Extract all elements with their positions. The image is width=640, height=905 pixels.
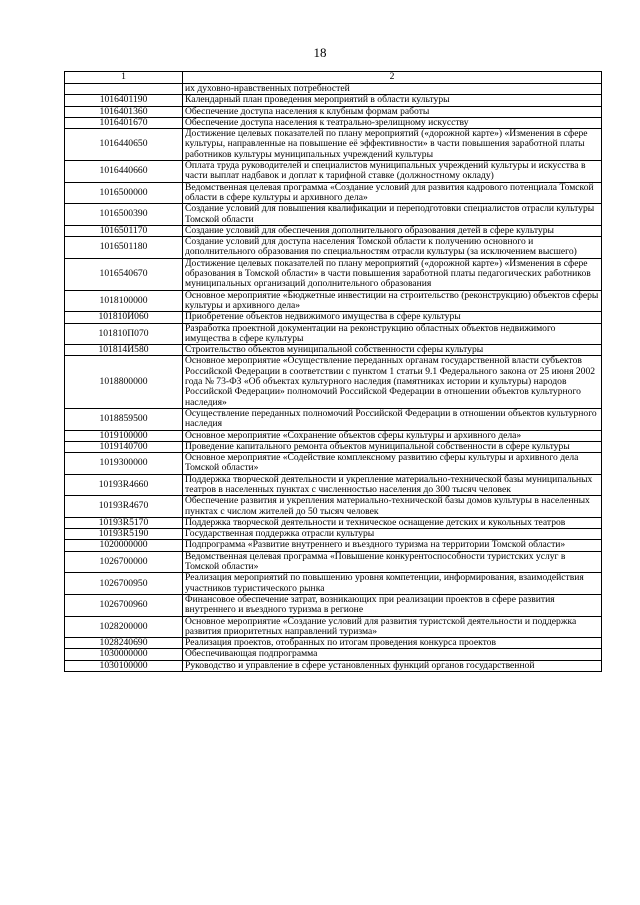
item-name-cell: Обеспечение развития и укрепления материально-технической базы домов культуры в населенных пунктах с числом жителей до 50 тысяч человек [183,496,602,518]
table-row [65,84,602,95]
budget-code-cell: 1026700950 [65,573,183,595]
item-name-cell: Достижение целевых показателей по плану мероприятий («дорожной карте») «Изменения в сфере культуры, направленные на повышение её эффективности» в части повышения заработной платы работников культуры муниципальных учреждений культуры [183,129,602,161]
table-row [65,474,602,496]
table-row [65,573,602,595]
item-name-cell: Осуществление переданных полномочий Российской Федерации в отношении объектов культурного наследия [183,408,602,430]
budget-code-cell [65,84,183,95]
budget-code-cell: 1016401670 [65,117,183,128]
column-header-name: 2 [183,72,602,84]
table-row [65,649,602,660]
item-name-cell: Создание условий для обеспечения дополнительного образования детей в сфере культуры [183,225,602,236]
table-row [65,106,602,117]
budget-code-cell: 1019140700 [65,441,183,452]
item-name-cell: Календарный план проведения мероприятий в области культуры [183,95,602,106]
table-row [65,161,602,183]
table-row [65,430,602,441]
item-name-cell: Строительство объектов муниципальной собственности сферы культуры [183,345,602,356]
table-row [65,117,602,128]
budget-code-cell: 1018859500 [65,408,183,430]
table-row [65,551,602,573]
table-row [65,660,602,671]
budget-code-cell: 1016501170 [65,225,183,236]
table-row [65,95,602,106]
budget-code-cell: 10193R4670 [65,496,183,518]
budget-code-cell: 1026700000 [65,551,183,573]
table-row [65,182,602,204]
table-row [65,441,602,452]
budget-code-cell: 1016501180 [65,237,183,259]
item-name-cell: Основное мероприятие «Осуществление переданных органам государственной власти субъектов Российской Федерации в соответствии с пунктом 1 статьи 9.1 Федерального закона от 25 июня 2002 года № 73-ФЗ «Об объектах культурного наследия (памятниках истории и культуры) народов Российской Федерации» полномочий Российской Федерации в отношении объектов культурного наследия» [183,356,602,408]
item-name-cell: их духовно-нравственных потребностей [183,84,602,95]
budget-code-cell: 1018100000 [65,290,183,312]
table-row [65,237,602,259]
table-row [65,225,602,236]
item-name-cell: Финансовое обеспечение затрат, возникающих при реализации проектов в сфере развития внутреннего и въездного туризма в регионе [183,594,602,616]
table-row [65,408,602,430]
budget-code-cell: 1016440650 [65,129,183,161]
item-name-cell: Государственная поддержка отрасли культуры [183,529,602,540]
item-name-cell: Основное мероприятие «Бюджетные инвестиции на строительство (реконструкцию) объектов сферы культуры и архивного дела» [183,290,602,312]
item-name-cell: Ведомственная целевая программа «Создание условий для развития кадрового потенциала Томской области в сфере культуры и архивного дела» [183,182,602,204]
budget-code-cell: 1016540670 [65,258,183,290]
table-row [65,290,602,312]
item-name-cell: Оплата труда руководителей и специалистов муниципальных учреждений культуры и искусства в части выплат надбавок и доплат к тарифной ставке (должностному окладу) [183,161,602,183]
budget-code-cell: 1026700960 [65,594,183,616]
budget-code-cell: 1018800000 [65,356,183,408]
item-name-cell: Ведомственная целевая программа «Повышение конкурентоспособности туристских услуг в Томской области» [183,551,602,573]
table-row [65,345,602,356]
budget-code-cell: 1028200000 [65,616,183,638]
table-body [65,84,602,672]
table-row [65,204,602,226]
table-row [65,356,602,408]
budget-code-cell: 101814И580 [65,345,183,356]
table-row [65,453,602,475]
table-row [65,540,602,551]
header-row [65,72,602,84]
item-name-cell: Основное мероприятие «Содействие комплексному развитию сферы культуры и архивного дела Томской области» [183,453,602,475]
table-row [65,517,602,528]
item-name-cell: Поддержка творческой деятельности и техническое оснащение детских и кукольных театров [183,517,602,528]
budget-code-cell: 1016500390 [65,204,183,226]
item-name-cell: Реализация проектов, отобранных по итогам проведения конкурса проектов [183,638,602,649]
item-name-cell: Подпрограмма «Развитие внутреннего и въездного туризма на территории Томской области» [183,540,602,551]
budget-code-cell: 1016500000 [65,182,183,204]
table-row [65,258,602,290]
table-row [65,638,602,649]
item-name-cell: Руководство и управление в сфере установленных функций органов государственной [183,660,602,671]
item-name-cell: Реализация мероприятий по повышению уровня компетенции, информирования, взаимодействия участников туристического рынка [183,573,602,595]
item-name-cell: Приобретение объектов недвижимого имущества в сфере культуры [183,312,602,323]
table-row [65,312,602,323]
item-name-cell: Проведение капитального ремонта объектов муниципальной собственности в сфере культуры [183,441,602,452]
item-name-cell: Основное мероприятие «Создание условий для развития туристской деятельности и поддержка развития приоритетных направлений туризма» [183,616,602,638]
budget-code-cell: 101810И060 [65,312,183,323]
table-row [65,529,602,540]
budget-code-cell: 1030000000 [65,649,183,660]
item-name-cell: Создание условий для доступа населения Томской области к получению основного и дополнительного образования по специальностям отрасли культуры (за исключением высшего) [183,237,602,259]
item-name-cell: Достижение целевых показателей по плану мероприятий («дорожной карте») «Изменения в сфере образования в Томской области» в части повышения заработной платы педагогических работников муниципальных организаций дополнительного образования [183,258,602,290]
item-name-cell: Обеспечение доступа населения к театрально-зрелищному искусству [183,117,602,128]
item-name-cell: Обеспечение доступа населения к клубным формам работы [183,106,602,117]
budget-code-cell: 1019100000 [65,430,183,441]
budget-code-cell: 1020000000 [65,540,183,551]
budget-code-cell: 1019300000 [65,453,183,475]
page-number: 18 [313,45,327,60]
budget-code-cell: 1016401190 [65,95,183,106]
table-row [65,594,602,616]
budget-code-cell: 1030100000 [65,660,183,671]
column-header-code: 1 [65,72,183,84]
code-table [64,71,602,672]
table-row [65,496,602,518]
item-name-cell: Обеспечивающая подпрограмма [183,649,602,660]
budget-code-cell: 10193R5170 [65,517,183,528]
budget-code-cell: 10193R5190 [65,529,183,540]
table-row [65,129,602,161]
budget-code-cell: 1016440660 [65,161,183,183]
table-row [65,323,602,345]
budget-code-cell: 1016401360 [65,106,183,117]
budget-code-cell: 10193R4660 [65,474,183,496]
item-name-cell: Поддержка творческой деятельности и укрепление материально-технической базы муниципальных театров в населенных пунктах с численностью населения до 300 тысяч человек [183,474,602,496]
item-name-cell: Создание условий для повышения квалификации и переподготовки специалистов отрасли культуры Томской области [183,204,602,226]
item-name-cell: Основное мероприятие «Сохранение объектов сферы культуры и архивного дела» [183,430,602,441]
budget-code-cell: 101810П070 [65,323,183,345]
budget-code-cell: 1028240690 [65,638,183,649]
table-row [65,616,602,638]
item-name-cell: Разработка проектной документации на реконструкцию областных объектов недвижимого имущества в сфере культуры [183,323,602,345]
